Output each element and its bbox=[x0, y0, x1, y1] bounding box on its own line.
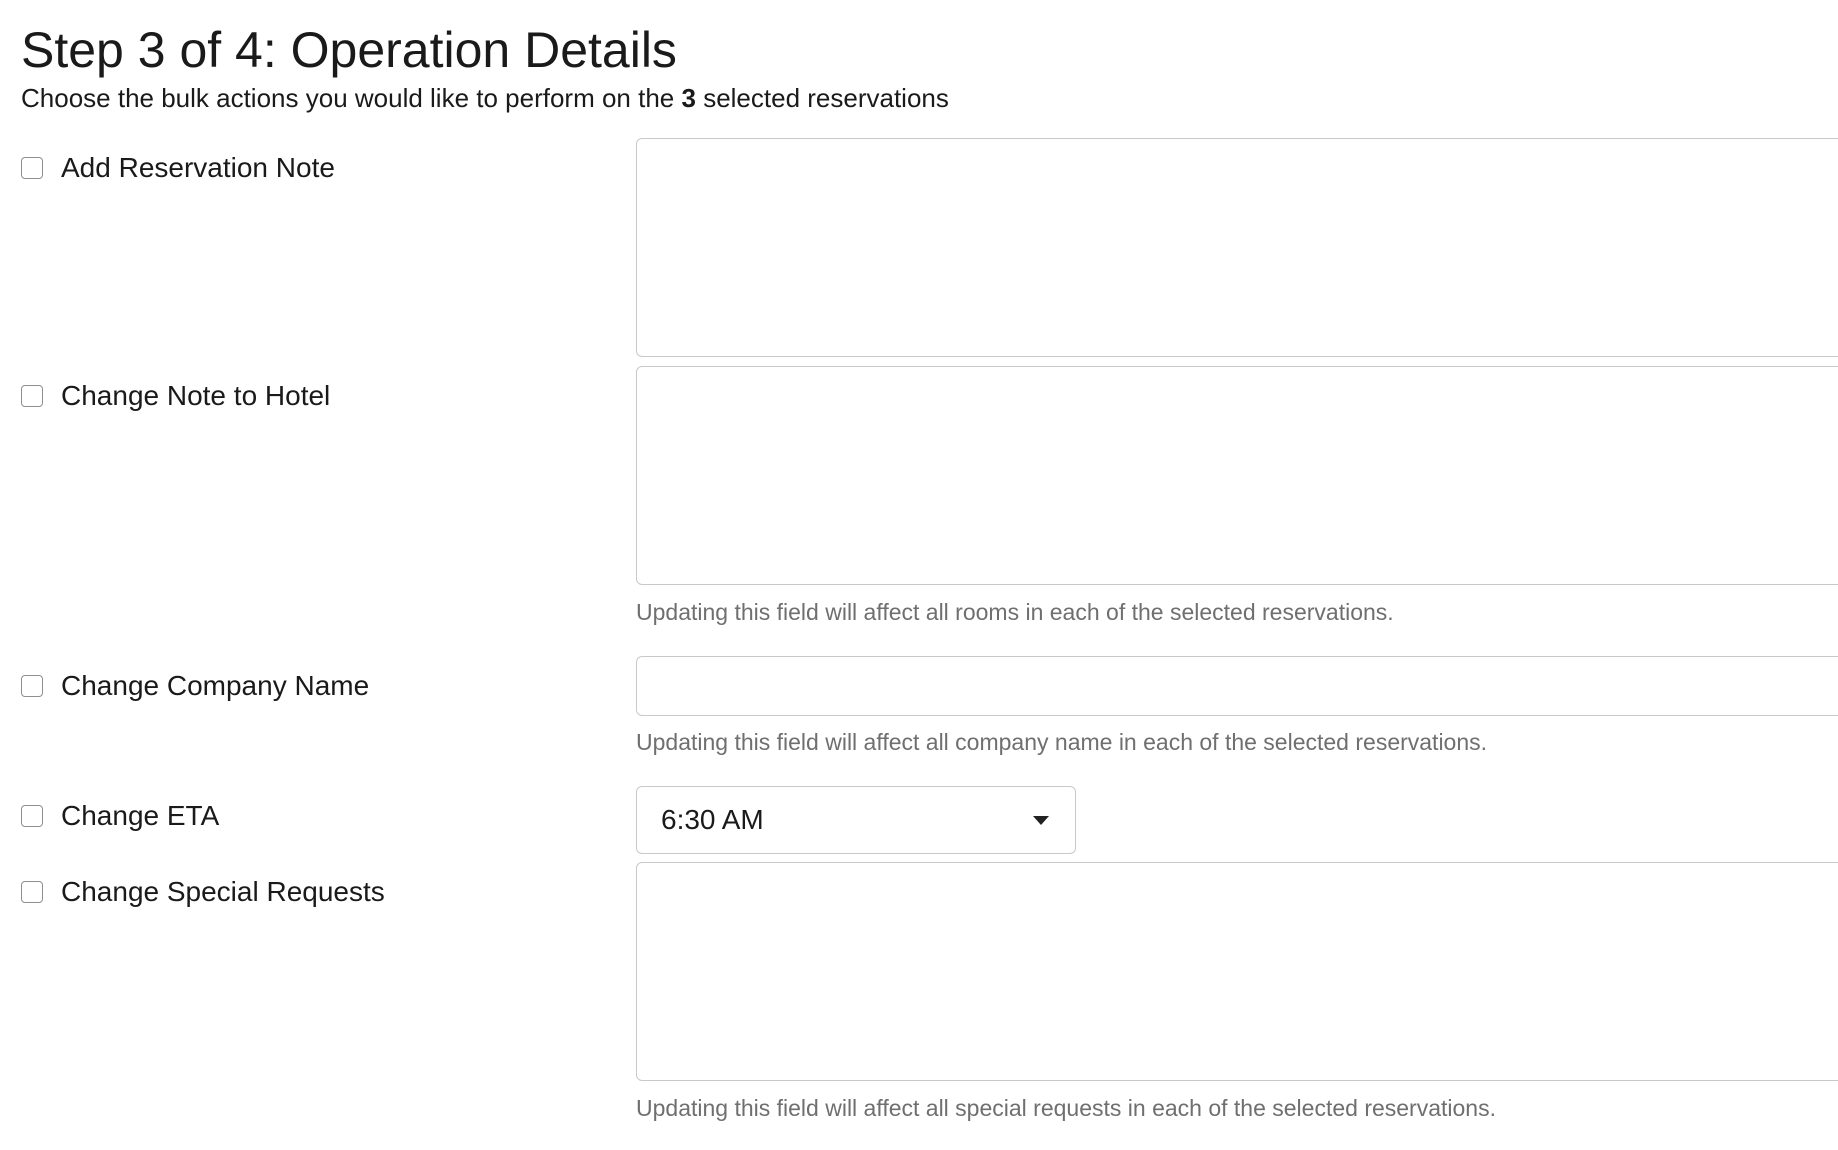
company-name-input[interactable] bbox=[636, 656, 1838, 716]
subtitle-text-after: selected reservations bbox=[695, 83, 949, 113]
note-to-hotel-textarea[interactable] bbox=[636, 366, 1838, 585]
option-eta bbox=[21, 799, 219, 833]
reservation-note-textarea[interactable] bbox=[636, 138, 1838, 357]
selected-count: 3 bbox=[681, 83, 696, 113]
page-title: Step 3 of 4: Operation Details bbox=[21, 22, 677, 78]
special-requests-checkbox[interactable] bbox=[21, 881, 43, 903]
company-name-help-text: Updating this field will affect all company name in each of the selected reservations. bbox=[636, 729, 1488, 755]
special-requests-label[interactable]: Change Special Requests bbox=[61, 876, 385, 907]
reservation-note-label[interactable]: Add Reservation Note bbox=[61, 152, 335, 183]
company-name-checkbox[interactable] bbox=[21, 675, 43, 697]
eta-label[interactable]: Change ETA bbox=[61, 800, 220, 831]
special-requests-textarea[interactable] bbox=[636, 862, 1838, 1081]
special-requests-help-text: Updating this field will affect all special requests in each of the selected reservations. bbox=[636, 1095, 1496, 1121]
note-to-hotel-checkbox[interactable] bbox=[21, 385, 43, 407]
subtitle-text-before: Choose the bulk actions you would like to perform on the bbox=[21, 83, 682, 113]
page-subtitle bbox=[21, 82, 949, 114]
note-to-hotel-help-text: Updating this field will affect all rooms in each of the selected reservations. bbox=[636, 599, 1394, 625]
company-name-label[interactable]: Change Company Name bbox=[61, 670, 370, 701]
eta-checkbox[interactable] bbox=[21, 805, 43, 827]
option-reservation-note bbox=[21, 151, 335, 185]
note-to-hotel-label[interactable]: Change Note to Hotel bbox=[61, 380, 331, 411]
option-note-to-hotel bbox=[21, 379, 330, 413]
option-company-name bbox=[21, 669, 369, 703]
eta-select[interactable] bbox=[636, 786, 1076, 854]
caret-down-icon bbox=[1033, 816, 1049, 825]
option-special-requests bbox=[21, 875, 385, 909]
reservation-note-checkbox[interactable] bbox=[21, 157, 43, 179]
eta-selected-value: 6:30 AM bbox=[661, 804, 764, 835]
